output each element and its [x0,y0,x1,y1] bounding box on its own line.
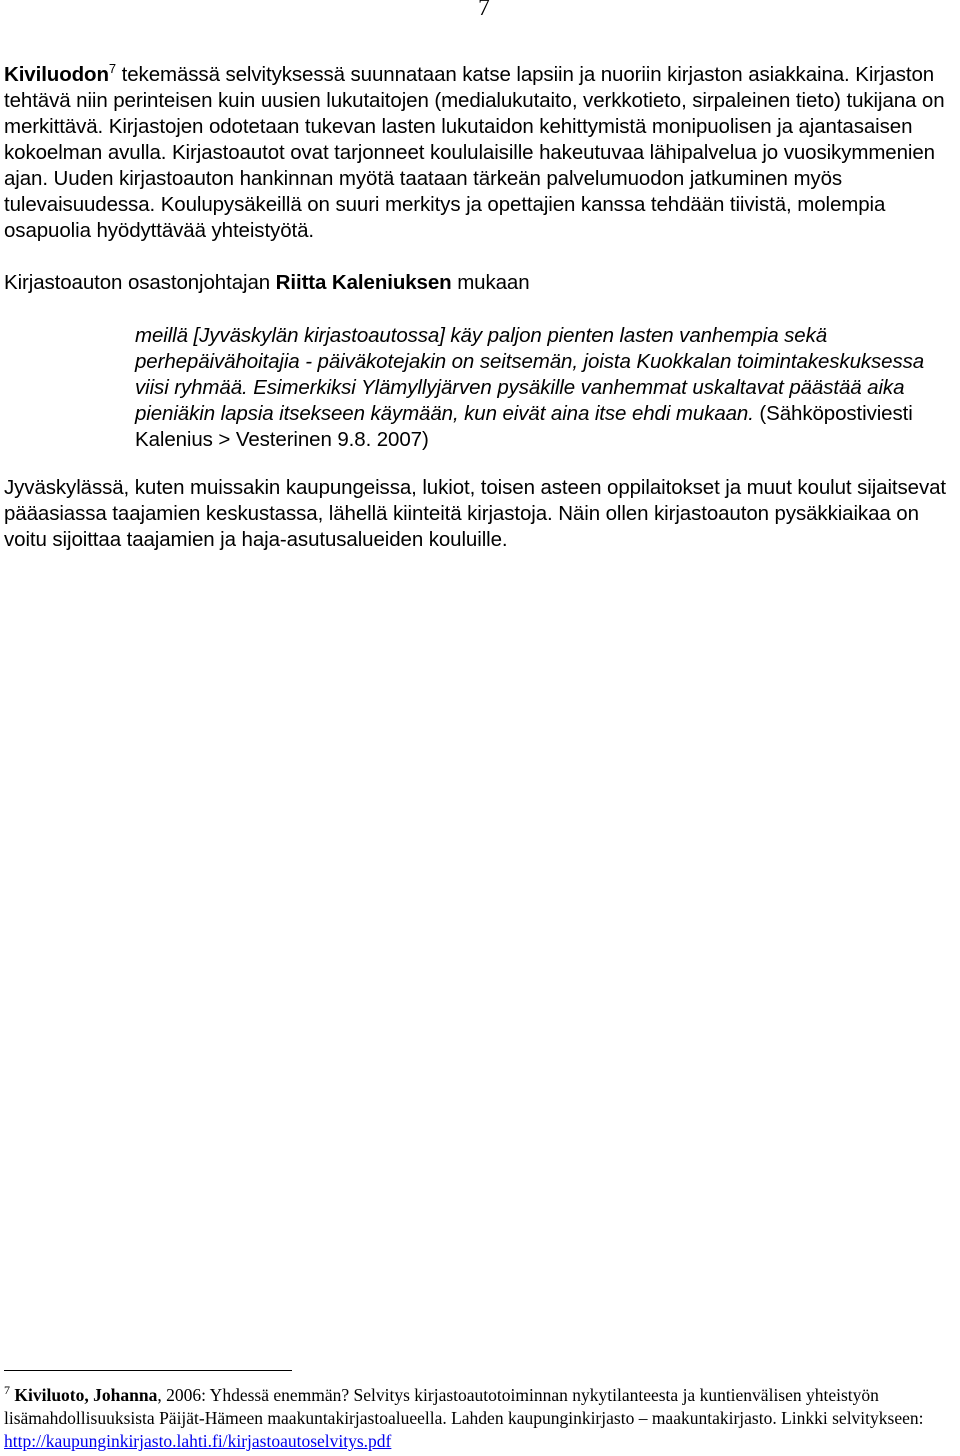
paragraph-jyvaskyla-schools [4,475,960,553]
paragraph-text: tekemässä selvityksessä suunnataan katse lapsiin ja nuoriin kirjaston asiakkaina. Kirjaston tehtävä niin perinteisen kuin uusien lukutaitojen (medialukutaito, verkkotieto, sirpaleinen tieto) tukijana on merkittävä. Kirjastojen odotetaan tukevan lasten lukutaidon kehittymistä monipuolisen ja ajantasaisen kokoelman avulla. Kirjastoautot ovat tarjonneet koululaisille hakeutuvaa lähipalvelua jo vuosikymmenien ajan. Uuden kirjastoauton hankinnan myötä taataan tärkeän palvelumuodon jatkuminen myös tulevaisuudessa. Koulupysäkeillä on suuri merkitys ja opettajien kanssa tehdään tiivistä, molempia osapuolia hyödyttävää yhteistyötä. [4,63,945,242]
footnote-text: , 2006: Yhdessä enemmän? Selvitys kirjastoautotoiminnan nykytilanteesta ja kuntienvälisen yhteistyön lisämahdollisuuksista Päijät-Hämeen maakuntakirjastoalueella. Lahden kaupunginkirjasto – maakuntakirjasto. Linkki selvitykseen: [4,1385,924,1428]
report-link[interactable]: http://kaupunginkirjasto.lahti.fi/kirjastoautoselvitys.pdf [4,1431,392,1451]
author-name-kiviluodon: Kiviluodon [4,63,109,86]
footnote-author: Kiviluoto, Johanna [14,1385,158,1405]
footnote-separator [4,1370,292,1371]
footnote [4,1384,960,1453]
footnote-number: 7 [4,1383,10,1397]
quote-text: meillä [Jyväskylän kirjastoautossa] käy paljon pienten lasten vanhempia sekä perhepäivähoitajia - päiväkotejakin on seitsemän, joista Kuokkalan toimintakeskuksessa viisi ryhmää. Esimerkiksi Ylämyllyjärven pysäkille vanhemmat uskaltavat päästää aika pieniäkin lapsia itsekseen käymään, kun eivät aina itse ehdi mukaan. [135,324,925,425]
paragraph-kalenius-intro [4,270,960,296]
intro-prefix: Kirjastoauton osastonjohtajan [4,271,276,294]
paragraph-kiviluoto [4,62,960,244]
paragraph-text: Jyväskylässä, kuten muissakin kaupungeissa, lukiot, toisen asteen oppilaitokset ja muut koulut sijaitsevat pääasiassa taajamien keskustassa, lähellä kiinteitä kirjastoja. Näin ollen kirjastoauton pysäkkiaikaa on voitu sijoittaa taajamien ja haja-asutusalueiden kouluille. [4,476,947,551]
person-name-kalenius: Riitta Kaleniuksen [275,271,452,294]
footnote-ref[interactable]: 7 [108,61,117,76]
intro-suffix: mukaan [451,271,530,294]
quote-citation: (Sähköpostiviesti Kalenius > Vesterinen 9.8. 2007) [135,402,913,451]
block-quote [135,323,960,453]
page-number: 7 [478,0,490,21]
